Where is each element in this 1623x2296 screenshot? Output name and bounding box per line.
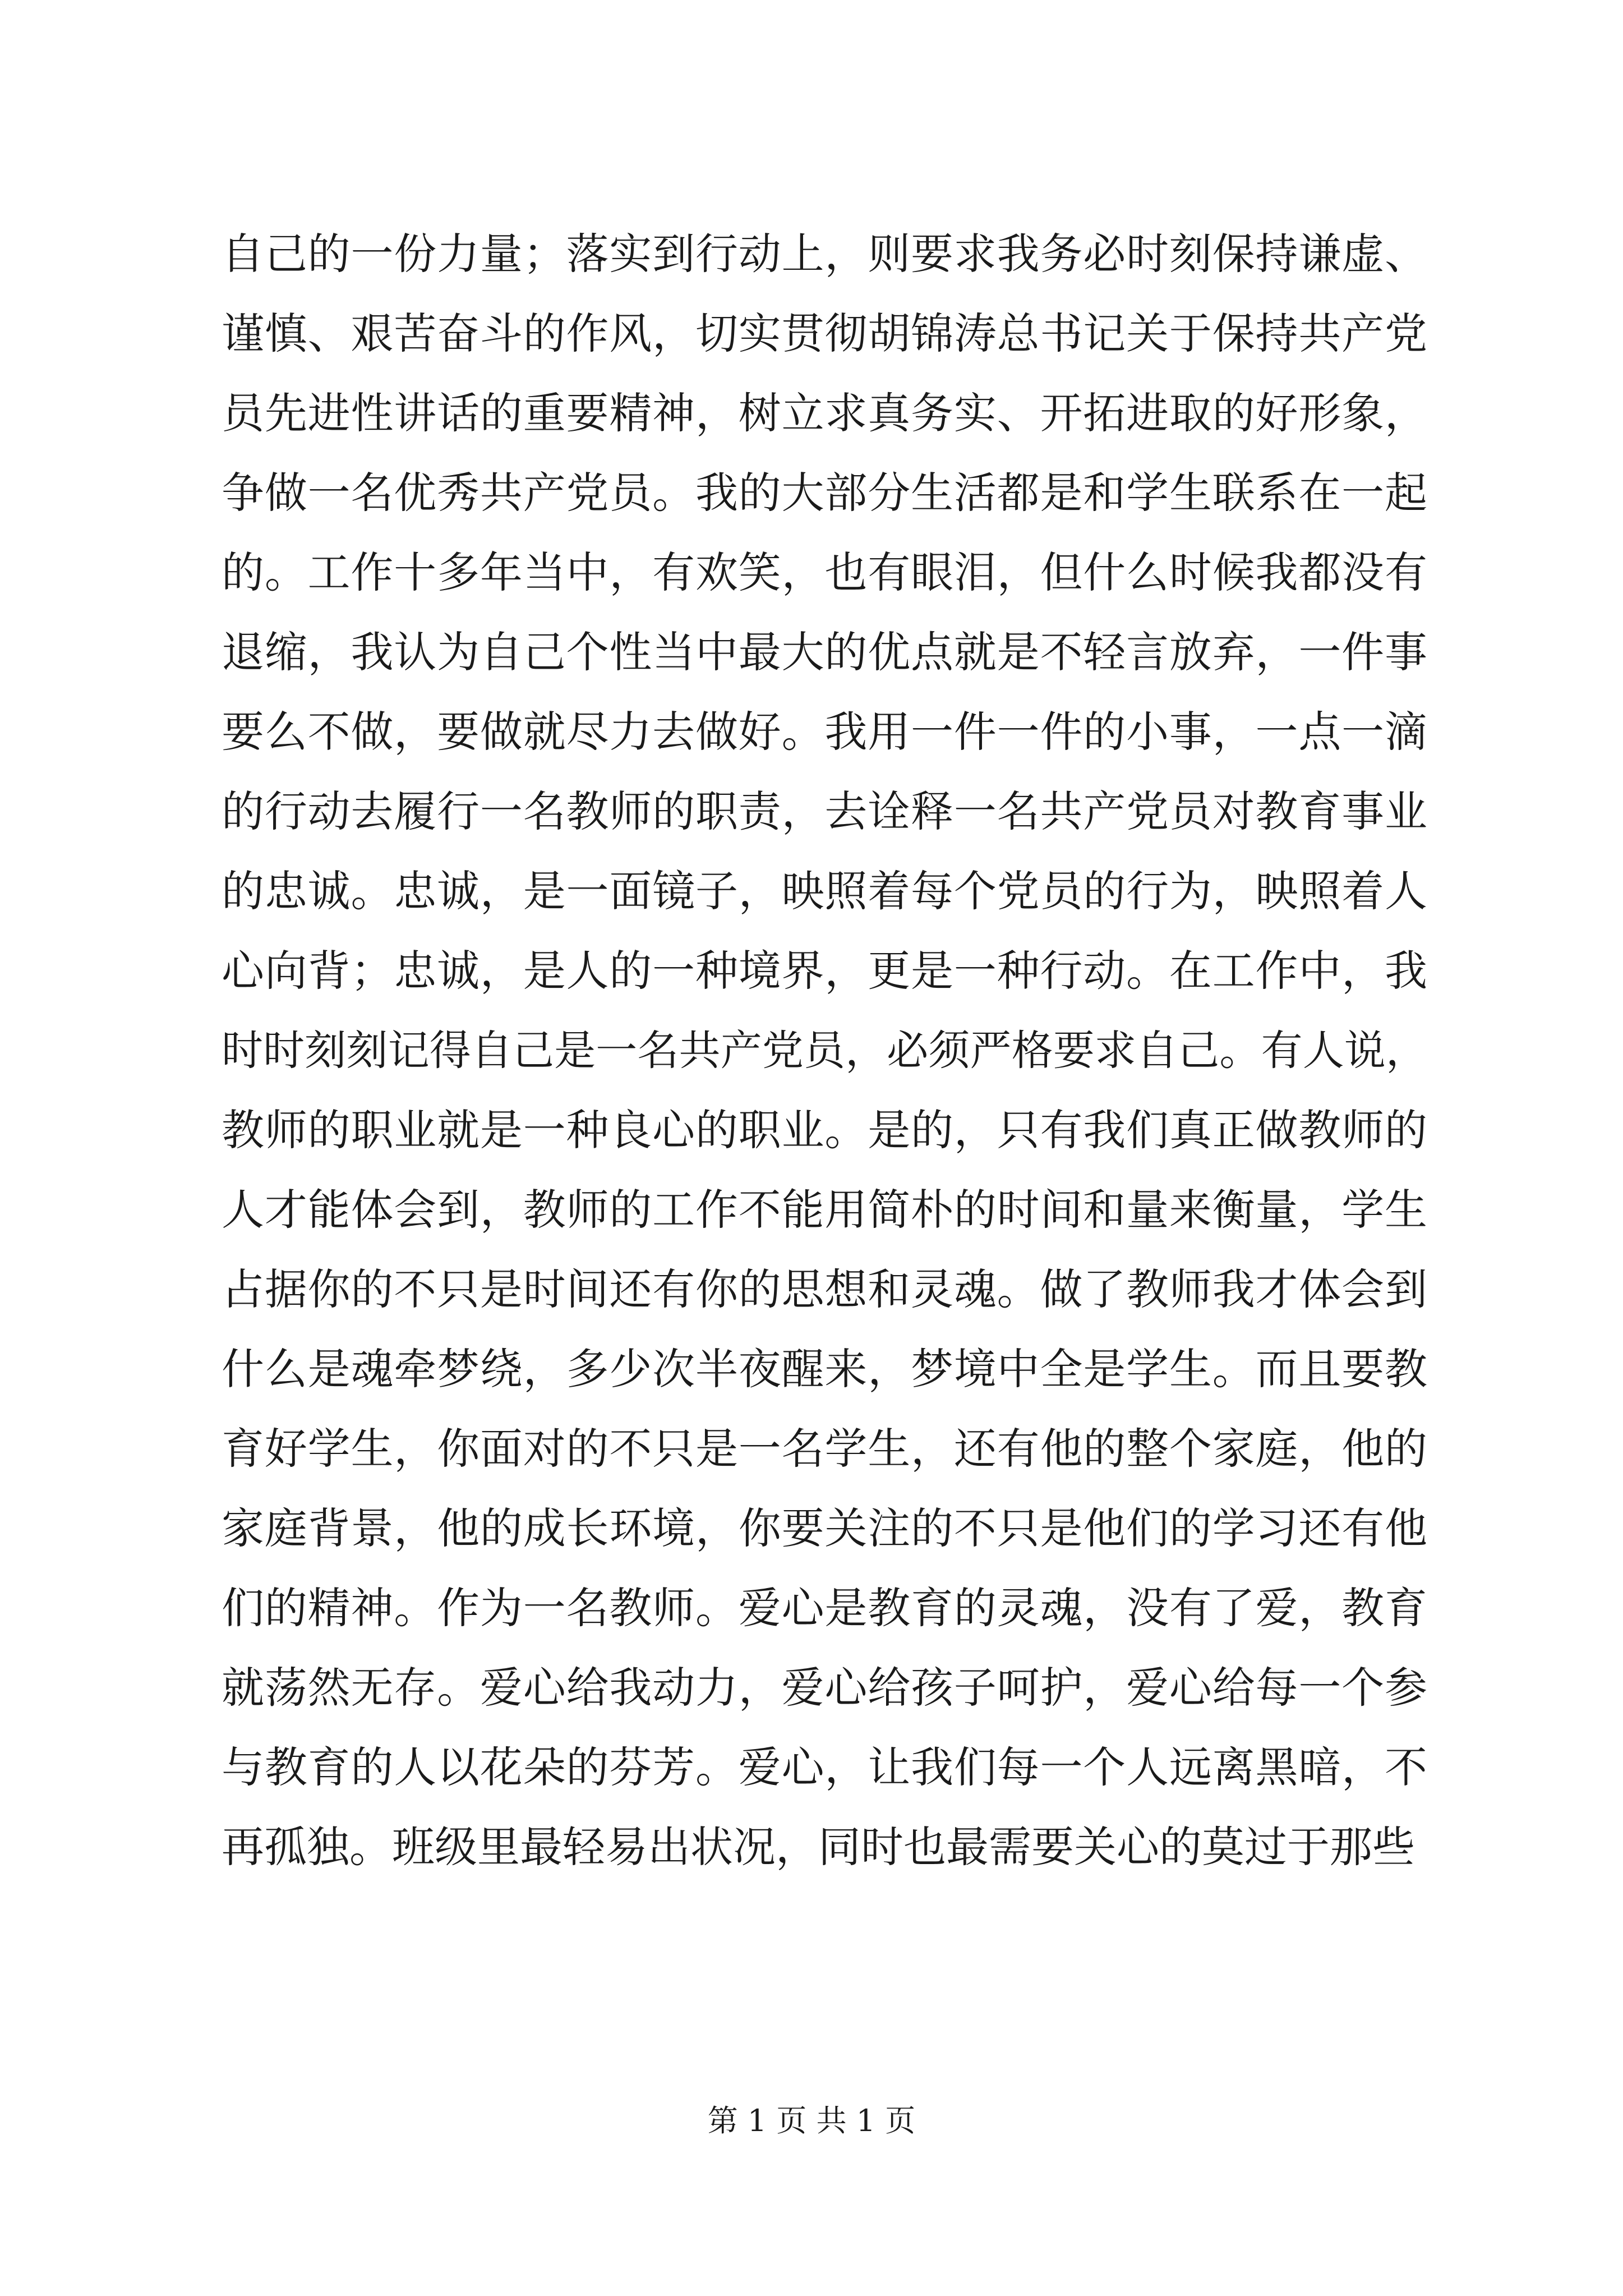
text-line: 的忠诚。忠诚，是一面镜子，映照着每个党员的行为，映照着人 [222,866,1427,916]
text-line: 育好学生，你面对的不只是一名学生，还有他的整个家庭，他的 [222,1424,1427,1474]
text-line: 退缩，我认为自己个性当中最大的优点就是不轻言放弃，一件事 [222,627,1427,677]
text-line: 占据你的不只是时间还有你的思想和灵魂。做了教师我才体会到 [222,1264,1427,1314]
text-line: 谨慎、艰苦奋斗的作风，切实贯彻胡锦涛总书记关于保持共产党 [222,309,1427,358]
text-line: 员先进性讲话的重要精神，树立求真务实、开拓进取的好形象， [222,388,1427,438]
text-line: 们的精神。作为一名教师。爱心是教育的灵魂，没有了爱，教育 [222,1583,1427,1633]
text-line: 人才能体会到，教师的工作不能用简朴的时间和量来衡量，学生 [222,1185,1427,1235]
text-line: 自己的一份力量；落实到行动上，则要求我务必时刻保持谦虚、 [222,229,1427,279]
text-line: 就荡然无存。爱心给我动力，爱心给孩子呵护，爱心给每一个参 [222,1663,1427,1713]
text-line: 要么不做，要做就尽力去做好。我用一件一件的小事，一点一滴 [222,707,1427,757]
text-line: 争做一名优秀共产党员。我的大部分生活都是和学生联系在一起 [222,468,1427,518]
text-line: 时时刻刻记得自己是一名共产党员，必须严格要求自己。有人说， [222,1027,1427,1075]
text-line: 的行动去履行一名教师的职责，去诠释一名共产党员对教育事业 [222,786,1427,836]
body-text [222,214,1427,1887]
text-line: 什么是魂牵梦绕，多少次半夜醒来，梦境中全是学生。而且要教 [222,1344,1427,1394]
text-line: 家庭背景，他的成长环境，你要关注的不只是他们的学习还有他 [222,1503,1427,1553]
text-line: 再孤独。班级里最轻易出状况，同时也最需要关心的莫过于那些 [222,1822,1415,1872]
text-line: 与教育的人以花朵的芬芳。爱心，让我们每一个人远离黑暗，不 [222,1742,1427,1792]
text-line: 心向背；忠诚，是人的一种境界，更是一种行动。在工作中，我 [222,946,1427,996]
page-footer [0,2097,1623,2140]
text-line: 的。工作十多年当中，有欢笑，也有眼泪，但什么时候我都没有 [222,547,1427,597]
text-line: 教师的职业就是一种良心的职业。是的，只有我们真正做教师的 [222,1105,1427,1155]
page-number: 第 1 页 共 1 页 [707,2103,916,2138]
